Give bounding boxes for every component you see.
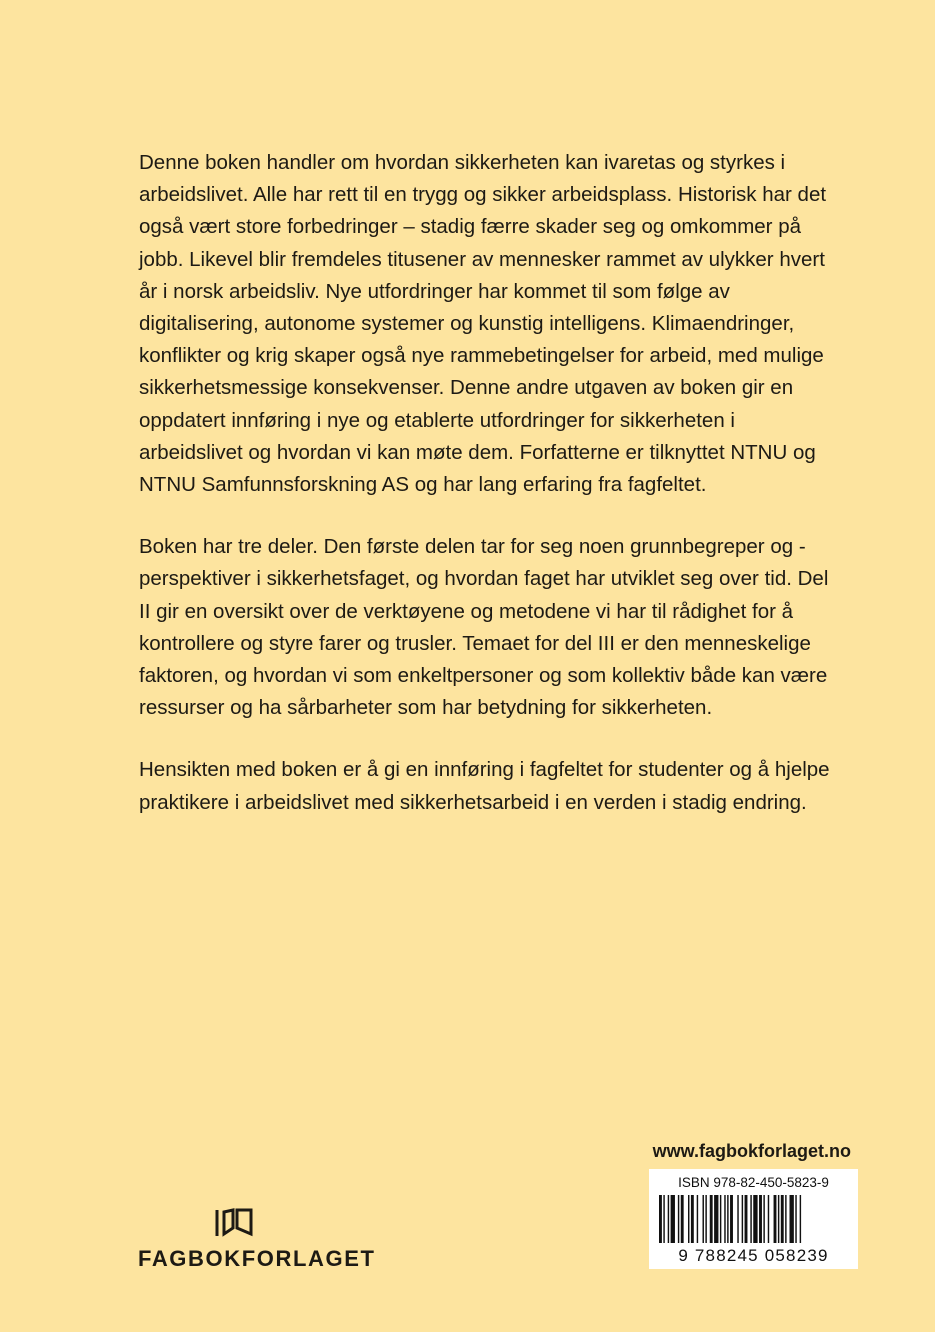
book-logo-icon [214, 1208, 254, 1238]
barcode-bar [778, 1195, 779, 1243]
barcode-bar [742, 1195, 743, 1243]
barcode-bar [671, 1195, 675, 1243]
barcode-bar [737, 1195, 738, 1243]
ean-digits: 9 788245 058239 [678, 1246, 829, 1265]
barcode-bar [720, 1195, 721, 1243]
barcode-bar [750, 1195, 751, 1243]
barcode-bar [753, 1195, 757, 1243]
isbn-label: ISBN 978-82-450-5823-9 [678, 1175, 829, 1190]
back-cover-blurb [139, 147, 839, 849]
publisher-website: www.fagbokforlaget.no [652, 1141, 851, 1161]
barcode-bar [681, 1195, 684, 1243]
barcode-bar [745, 1195, 748, 1243]
barcode-bar [759, 1195, 762, 1243]
blurb-paragraph-3: Hensikten med boken er å gi en innføring i fagfeltet for studenter og å hjelpe praktikere i arbeidslivet med sikkerhetsarbeid i en verden i stadig endring. [139, 758, 830, 814]
barcode-bar [795, 1195, 796, 1243]
barcode-bar [727, 1195, 728, 1243]
barcode-bar [724, 1195, 725, 1243]
blurb-paragraph-1: Denne boken handler om hvordan sikkerheten kan ivaretas og styrkes i arbeidslivet. Alle har rett til en trygg og sikker arbeidsplass. Historisk har det også vært store forbedringer – stadig færre skader seg og omkommer på jobb. Likevel blir fremdeles titusener av mennesker rammet av ulykker hvert år i norsk arbeidsliv. Nye utfordringer har kommet til som følge av digitalisering, autonome systemer og kunstig intelligens. Klimaendringer, konflikter og krig skaper også nye rammebetingelser for arbeid, med mulige sikkerhetsmessige konsekvenser. Denne andre utgaven av boken gir en oppdatert innføring i nye og etablerte utfordringer for sikkerheten i arbeidslivet og hvordan vi kan møte dem. Forfatterne er tilknyttet NTNU og NTNU Samfunnsforskning AS og har lang erfaring fra fagfeltet. [139, 151, 827, 497]
barcode-bar [705, 1195, 706, 1243]
isbn-barcode [649, 1169, 858, 1269]
barcode-bar [800, 1195, 801, 1243]
barcode-bar [710, 1195, 713, 1243]
barcode-bar [790, 1195, 794, 1243]
barcode-bar [781, 1195, 784, 1243]
barcode-bar [659, 1195, 662, 1243]
barcode-bar [768, 1195, 769, 1243]
barcode-bar [697, 1195, 698, 1243]
publisher-logo-text: FAGBOKFORLAGET [138, 1246, 376, 1271]
barcode-bar [730, 1195, 733, 1243]
barcode-bar [785, 1195, 786, 1243]
barcode-bar [691, 1195, 694, 1243]
blurb-paragraph-2: Boken har tre deler. Den første delen tar for seg noen grunnbegreper og -perspektiver i sikkerhetsfaget, og hvordan faget har utviklet seg over tid. Del II gir en oversikt over de verktøyene og metodene vi har til rådighet for å kontrollere og styre farer og trusler. Temaet for del III er den menneskelige faktoren, og hvordan vi som enkeltpersoner og som kollektiv både kan være ressurser og ha sårbarheter som har betydning for sikkerheten. [139, 535, 829, 720]
barcode-bar [714, 1195, 718, 1243]
barcode-bar [703, 1195, 704, 1243]
barcode-bar [663, 1195, 664, 1243]
barcode-bar [668, 1195, 669, 1243]
barcode-bar [774, 1195, 777, 1243]
barcode-bar [688, 1195, 689, 1243]
barcode-bar [678, 1195, 679, 1243]
barcode-bar [763, 1195, 764, 1243]
